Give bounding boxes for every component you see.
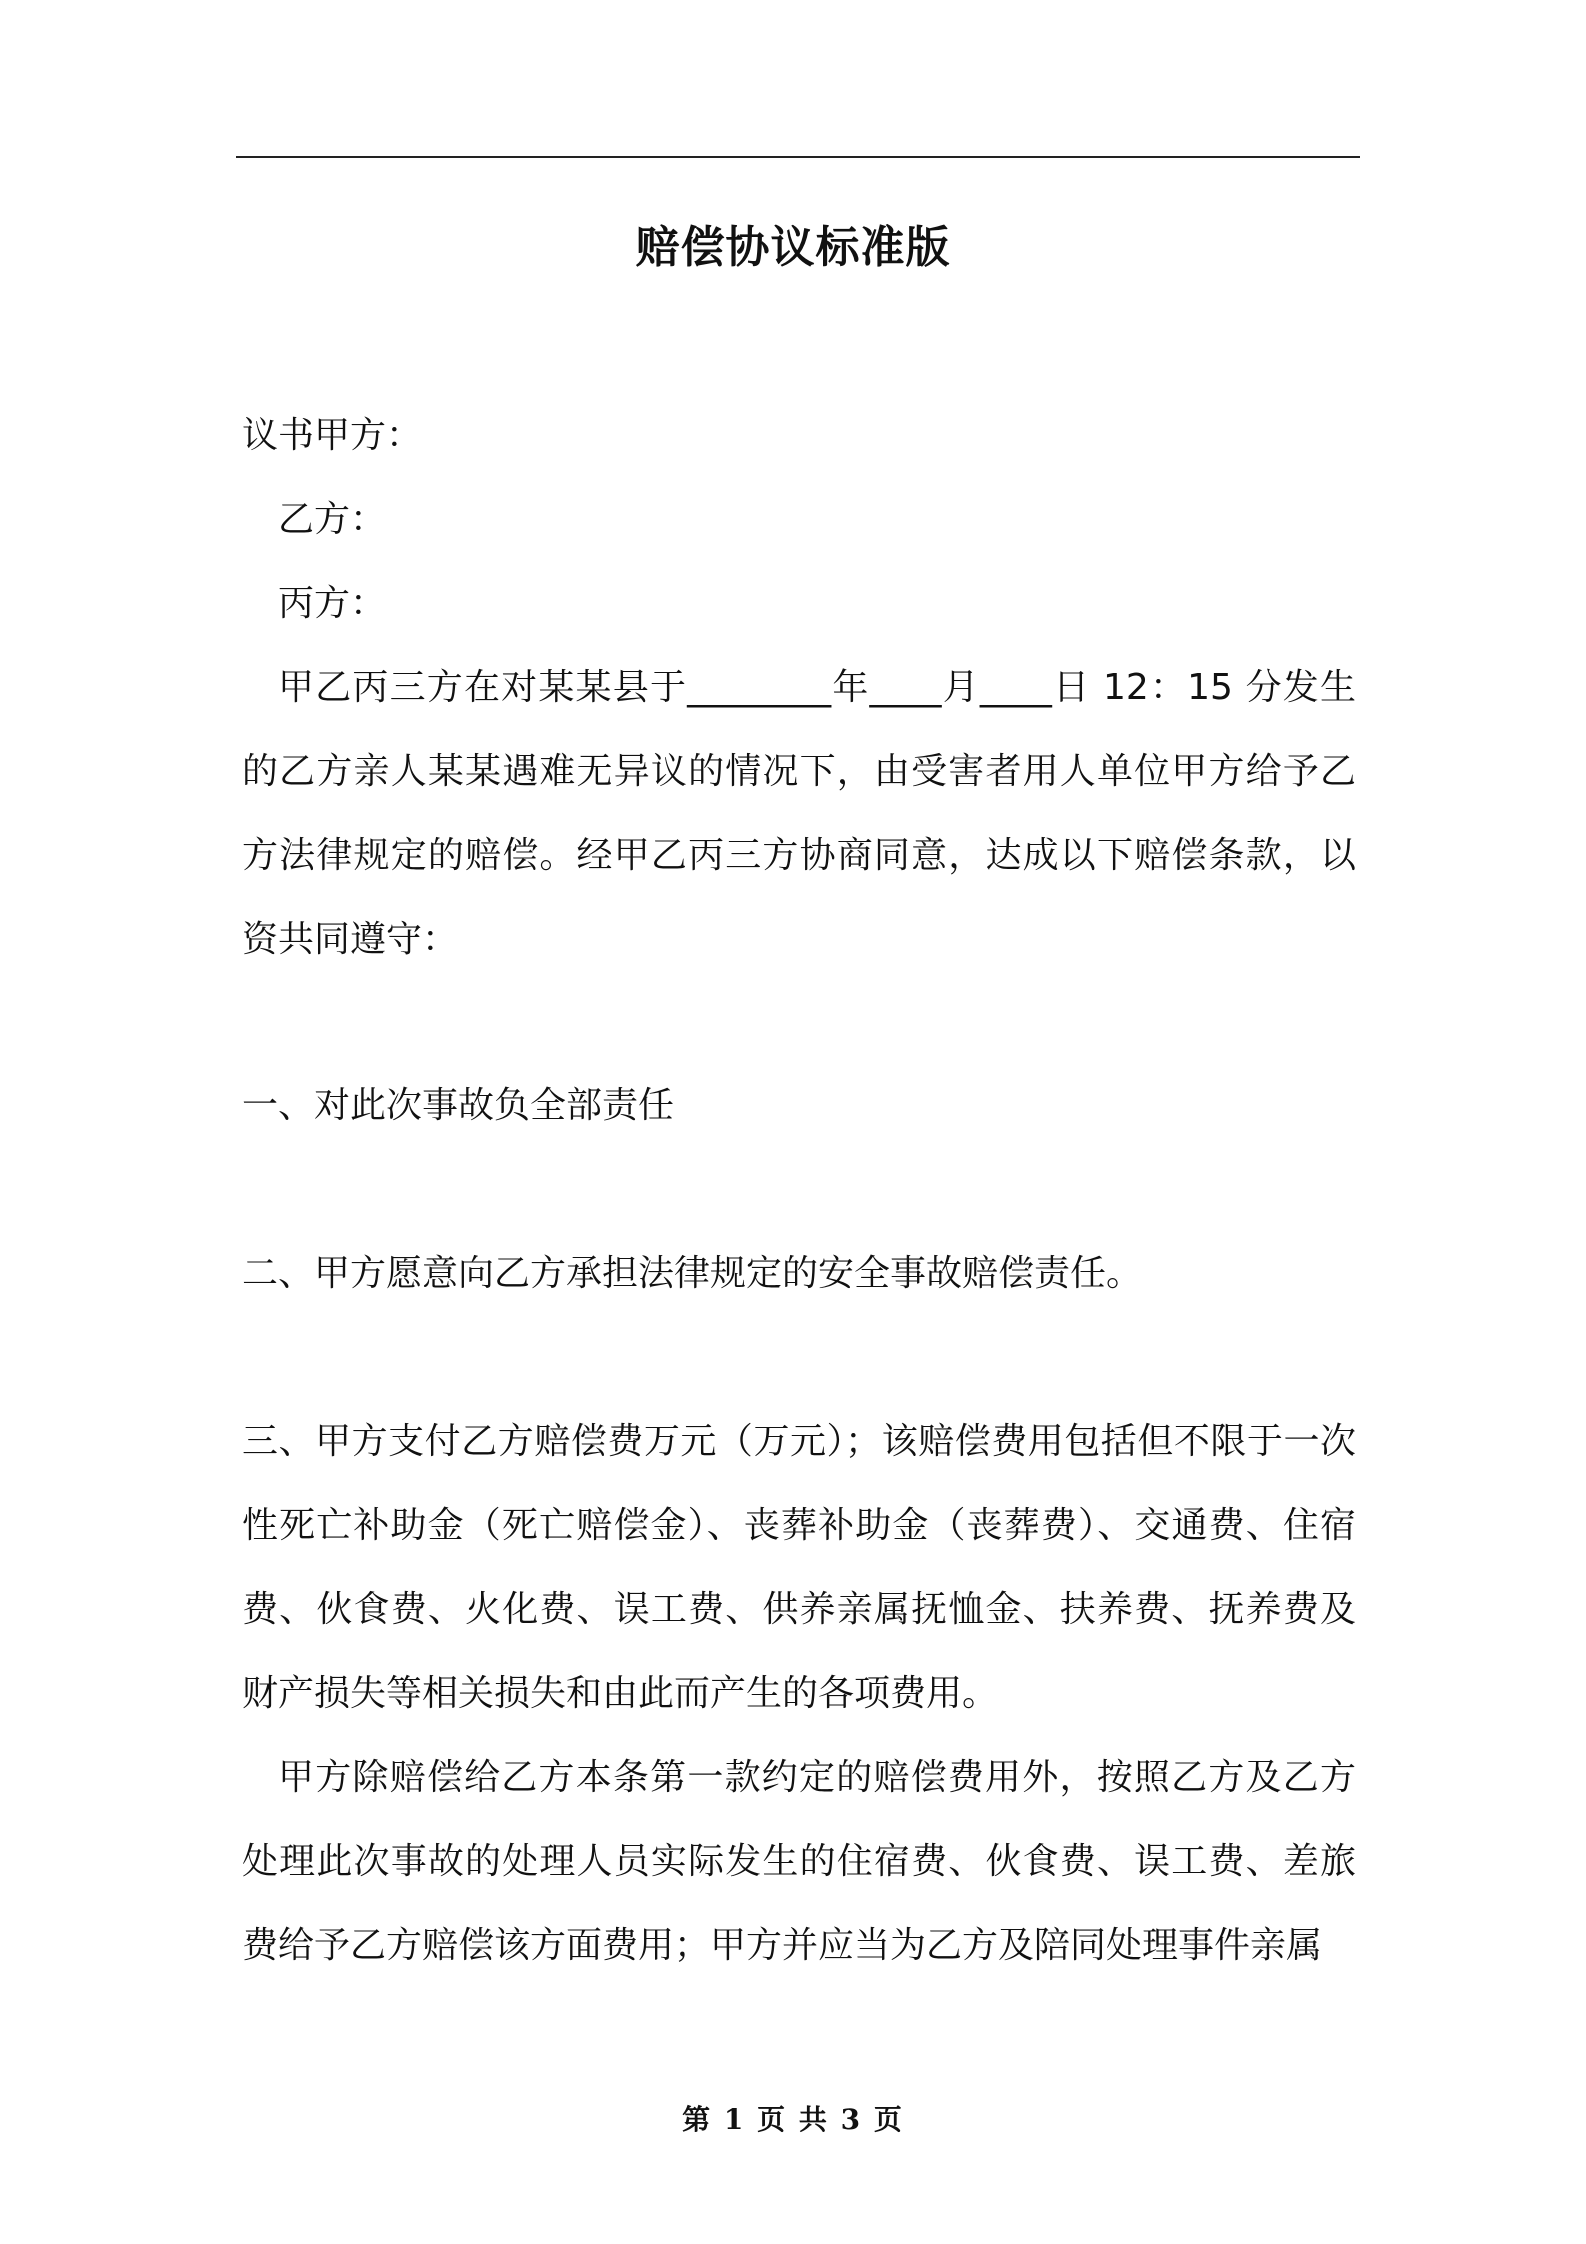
page-number: 第 1 页 共 3 页: [682, 2103, 904, 2136]
intro-paragraph: 甲乙丙三方在对某某县于________年____月____日 12：15 分发生的乙方亲人某某遇难无异议的情况下，由受害者用人单位甲方给予乙方法律规定的赔偿。经甲乙丙三方协商同意，达成以下赔偿条款，以资共同遵守：: [242, 667, 1356, 960]
document-title: 赔偿协议标准版: [635, 222, 951, 273]
clause-1: 一、对此次事故负全部责任: [242, 1085, 675, 1126]
clause-2: 二、甲方愿意向乙方承担法律规定的安全事故赔偿责任。: [242, 1253, 1143, 1294]
party-b-label: 乙方：: [278, 499, 387, 540]
clause-3: 三、甲方支付乙方赔偿费万元（万元）；该赔偿费用包括但不限于一次性死亡补助金（死亡赔偿金）、丧葬补助金（丧葬费）、交通费、住宿费、伙食费、火化费、误工费、供养亲属抚恤金、扶养费、抚养费及财产损失等相关损失和由此而产生的各项费用。: [242, 1421, 1356, 1714]
party-c-label: 丙方：: [278, 583, 387, 624]
party-a-label: 议书甲方：: [242, 415, 423, 456]
clause-3-extra: 甲方除赔偿给乙方本条第一款约定的赔偿费用外，按照乙方及乙方处理此次事故的处理人员实际发生的住宿费、伙食费、误工费、差旅费给予乙方赔偿该方面费用；甲方并应当为乙方及陪同处理事件亲属: [242, 1757, 1356, 1966]
header-rule: [236, 156, 1360, 158]
